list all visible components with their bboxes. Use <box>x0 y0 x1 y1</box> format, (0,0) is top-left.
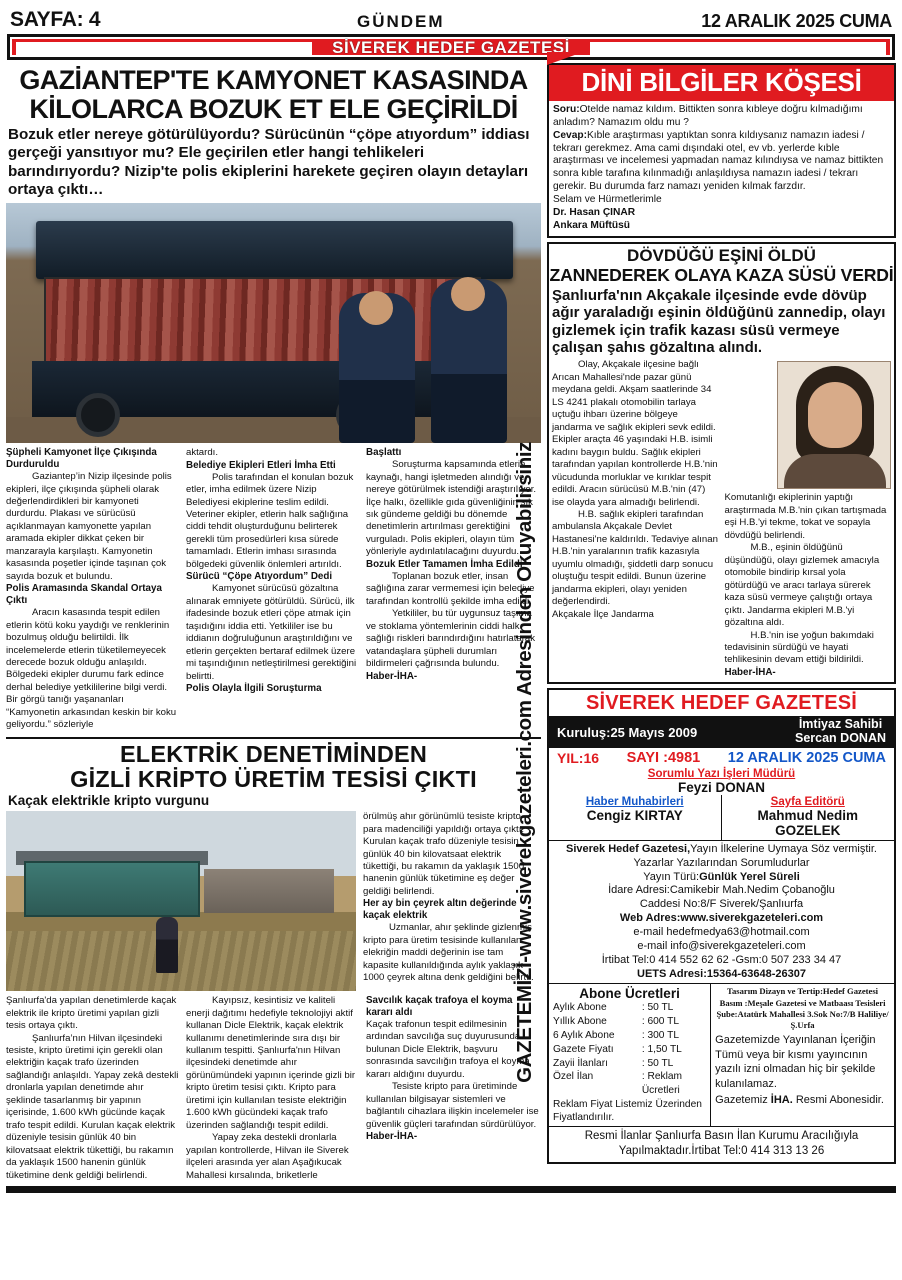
colophon-tasarim2: Basım :Meşale Gazetesi ve Matbaası Tesisleri <box>719 997 886 1008</box>
divider-rule <box>6 737 541 739</box>
lead-col3-p2: Toplanan bozuk etler, insan sağlığına zarar vermemesi için belediye tarafından kontrollü şekilde imha edildi. <box>366 570 535 607</box>
lead-col2-sub2: Sürücü “Çöpe Atıyordum” Dedi <box>186 571 333 583</box>
photo-inspector <box>156 917 178 973</box>
lead-photo-truck-meat <box>6 203 541 443</box>
article4-col3-p4: Tesiste kripto para üretiminde kullanılan bilgisayar sistemleri ve bağlantılı cihazlara ilişkin incelemeler ise güvenlik güçleri tarafından sürdürülüyor. <box>366 1081 539 1130</box>
lead-col1-sub1: Şüpheli Kamyonet İlçe Çıkışında Durduruldu <box>6 447 157 471</box>
article4-col-1 <box>6 995 179 1182</box>
lead-col2-p2: Kamyonet sürücüsü gözaltına alınarak emniyete götürüldü. Sürücü, ilk ifadesinde bozuk etleri çöpe atmak için taşıdığını iddia etti. Yetkililer ise bu iddianın doğruluğunun araştırıldığını ve etlerin gerçekten bertaraf edilmek üzere mi taşındığının netleştirilmesi gerektiğini belirtti. <box>186 583 357 682</box>
colophon-yayin-turu <box>553 871 890 885</box>
dini-answer-label: Cevap: <box>553 129 587 141</box>
colophon-adres1: İdare Adresi:Camikebir Mah.Nedim Çobanoğlu <box>608 884 835 897</box>
article4-col3-sub2: Savcılık kaçak trafoya el koyma kararı aldı <box>366 995 513 1019</box>
vertical-promo-text: GAZETEMİZİ-www.siverekgazeteleri.com Adresinden Okuyabilirsiniz <box>513 442 536 1083</box>
colophon-web[interactable]: Web Adres:www.siverekgazeteleri.com <box>619 912 824 925</box>
lead-headline-line2: KİLOLARCA BOZUK ET ELE GEÇİRİLDİ <box>29 93 518 124</box>
dini-question-label: Soru: <box>553 104 580 115</box>
abone-row-value: : 50 TL <box>641 1057 674 1069</box>
colophon-row-2 <box>549 748 894 768</box>
article3-col1-p1: Olay, Akçakale ilçesine bağlı Arıcan Mahallesi'nde pazar günü meydana geldi. Akşam saatlerinde 34 LS 4241 plakalı otomobilin tarlaya uçtuğu ihbarı üzerine bölgeye jandarma ve sağlık ekipleri sevk edildi. Ekipler araçta 46 yaşındaki H.B. isimli kadını baygın buldu. Sağlık ekipleri tarafından yapılan kontrollerde H.B.'nin vücudunda morluklar ve kırıklar tespit edildi. Aracın sürücüsü M.B.'nin (47) ise olayda yara almadığı belirlendi. <box>552 359 718 508</box>
lead-col3-credit: Haber-İHA- <box>366 670 418 682</box>
abone-row-label: 6 Aylık Abone <box>553 1030 615 1042</box>
colophon-notice2 <box>715 1091 890 1108</box>
lead-col3-sub1: Başlattı <box>366 447 402 459</box>
colophon-imtiyaz <box>795 718 886 746</box>
lead-col2-sub1: Belediye Ekipleri Etleri İmha Etti <box>186 459 336 471</box>
article4-headline-line2: GİZLİ KRİPTO ÜRETİM TESİSİ ÇIKTI <box>70 765 477 792</box>
lead-col3-p1: Soruşturma kapsamında etlerin kaynağı, hangi işletmeden alındığı ve nereye götürülmek istendiği araştırılıyor. İlçe halkı, özellikle gıda güvenliğinin sık sık gündeme geldiği bu dönemde denetimlerin artırılması gerektiğini vurguladı. Polis ekipleri, olayın tüm yönleriyle aydınlatılacağını duyurdu. <box>366 459 537 558</box>
colophon-muhabir-name: Cengiz KIRTAY <box>586 807 683 823</box>
lead-col2-sub3: Polis Olayla İlgili Soruşturma <box>186 683 322 694</box>
colophon-tasarim-block <box>711 984 894 1126</box>
article3-box <box>547 242 896 684</box>
article4-col3-p1: örülmüş ahır görünümlü tesiste kripto para madenciliği yapıldığı ortaya çıktı. Kurulan kaçak trafo düzeniyle tesisin günlük 40 bin kilovatsaat elektrik tükettiği, bu rakamın da yaklaşık 1500 hanenin günlük tüketimine eş değer geldiği belirlendi. <box>363 811 525 897</box>
abone-row-value: : 600 TL <box>641 1016 680 1028</box>
colophon-notice: Gazetemizde Yayınlanan İçeriğin Tümü veya bir kısmı yayıncının yazılı izni olmadan hiç bir şekilde kulanılamaz. <box>715 1034 876 1090</box>
article3-col-1 <box>552 359 719 679</box>
masthead-title: SİVEREK HEDEF GAZETESİ <box>332 38 570 57</box>
page-number-label: SAYFA: 4 <box>10 8 101 31</box>
colophon-editor-label: Sayfa Editörü <box>770 795 845 808</box>
article4-photo-crypto-farm <box>6 811 356 991</box>
photo-officer-2 <box>431 279 507 443</box>
portrait-shoulders <box>784 454 886 488</box>
colophon-email1[interactable]: e-mail hedefmedya63@hotmail.com <box>633 926 810 939</box>
dini-bilgiler-body <box>549 101 894 236</box>
colophon-footer-line2: Yapılmaktadır.İrtibat Tel:0 414 313 13 26 <box>618 1145 825 1158</box>
colophon-pledge2: Yazarlar Yazılarından Sorumludurlar <box>633 856 810 869</box>
colophon-muhabir-label: Haber Muhabirleri <box>585 795 684 808</box>
colophon-black-row <box>549 716 894 748</box>
colophon-uets: UETS Adresi:15364-63648-26307 <box>637 967 806 980</box>
photo-officer-1 <box>339 293 415 443</box>
dini-author: Dr. Hasan ÇINAR <box>553 206 636 218</box>
vertical-promo-strip <box>512 250 538 1275</box>
colophon-adres2: Caddesi No:8/F Siverek/Şanlıurfa <box>639 898 804 911</box>
photo-tarp <box>36 221 513 279</box>
portrait-face <box>808 382 862 448</box>
abone-row-label: Aylık Abone <box>553 1002 607 1014</box>
lead-col-1 <box>6 447 179 732</box>
section-label: GÜNDEM <box>356 12 445 31</box>
colophon-box <box>547 688 896 1164</box>
colophon-sorumlu-label: Sorumlu Yazı İşleri Müdürü <box>647 767 796 780</box>
colophon-tasarim3: Şube:Atatürk Mahallesi 3.Sok No:7/B Haliliye/Ş.Urfa <box>716 1008 889 1030</box>
colophon-email2[interactable]: e-mail info@siverekgazeteleri.com <box>637 939 806 952</box>
abone-row-label: Yıllık Abone <box>553 1016 607 1028</box>
colophon-yil: YIL:16 <box>557 749 600 766</box>
colophon-notice2-bold: İHA. <box>770 1094 793 1107</box>
article3-headline-line2: ZANNEDEREK OLAYA KAZA SÜSÜ VERDİ <box>549 264 894 285</box>
abone-row-value: : 1,50 TL <box>641 1043 682 1055</box>
colophon-staff-row <box>549 795 894 841</box>
colophon-notice2-pre: Gazetemiz <box>715 1094 771 1107</box>
masthead-strip <box>7 34 895 60</box>
dini-bilgiler-title: DİNİ BİLGİLER KÖŞESİ <box>549 65 894 101</box>
page-bottom-rule <box>6 1186 896 1193</box>
lead-col2-p1: Polis tarafından el konulan bozuk etler, imha edilmek üzere Nizip Belediyesi ekiplerine teslim edildi. Veteriner ekipler, etlerin halk sağlığına ciddi tehdit oluşturduğunu belirterek gerekli tüm prosedürleri kısa sürede tamamladı. Etlerin imhası sırasında bölgedeki güvenlik önlemleri artırıldı. <box>186 471 354 570</box>
colophon-split <box>549 983 894 1126</box>
colophon-editor-name: Mahmud Nedim GOZELEK <box>757 807 858 838</box>
colophon-imtiyaz-name: Sercan DONAN <box>795 731 886 746</box>
colophon-sayi: SAYI :4981 <box>626 749 701 766</box>
article4-col1-p2: Şanlıurfa’nın Hilvan ilçesindeki tesiste, kripto üretimi için gerekli olan elektriğin kaçak trafo üzerinden sağlandığı anlaşıldı. Yapay zekâ destekli dronlarla yapılan denetimde ahır şeklinde tasarlanmış bir yapının içerisinde, 1.600 kWh gücünde kaçak trafo tespit edildi. Kurulan kaçak elektrik düzeniyle tesisin günlük 40 bin kilovatsaat elektrik tükettiği, bu rakamın da yaklaşık 1500 hanenin günlük tüketimine denk geldiği belirlendi. <box>6 1032 179 1181</box>
left-column <box>6 63 541 1182</box>
dini-question-text: Otelde namaz kıldım. Bittikten sonra kıbleye doğru kılmadığımı anladım? Namazım oldu mu ? <box>553 104 863 128</box>
article3-credit: Haber-İHA- <box>724 666 776 678</box>
article3-col2-p2: M.B., eşinin öldüğünü düşündüğü, olayı gizlemek amacıyla otomobile bindirip kırsal yola götürdüğü ve aracı tarlaya sürerek kaza süsü vermeye çalıştığı ortaya çıktı. Jandarma ekipleri M.B.'yi gözaltına aldı. <box>724 542 880 629</box>
abone-row <box>553 1029 706 1043</box>
lead-article-columns <box>6 447 541 732</box>
article4-col2-p1: Kayıpsız, kesintisiz ve kaliteli enerji dağıtımı hedefiyle teknolojiyi aktif kullanan Dicle Elektrik, kaçak elektrik kullanımı denetimlerinde sıra dışı bir kullanım tespitti. Şanlıurfa'nın Hilvan ilçesindeki denetimde ahır görünümündeki yapının içerinde gizli bir kripto üretim tesisi çıktı. Kripto para üretimi için kullanılan tesiste elektriğin 1.600 kWh gücündeki kaçak trafo üzerinden sağlandığı tespit edildi. <box>186 995 356 1131</box>
article4-col1-p1: Şanlıurfa'da yapılan denetimlerde kaçak elektrik ile kripto üretimi yapılan gizli tesis ortaya çıktı. <box>6 995 177 1032</box>
photo-shed-2 <box>204 869 334 913</box>
dini-author-title: Ankara Müftüsü <box>553 219 630 231</box>
lead-col1-p1: Gaziantep’in Nizip ilçesinde polis ekipleri, ilçe çıkışında şüpheli olarak değerlendirdikleri bir kamyoneti durdurdu. Plakası ve sürücüsü açıklanmayan kamyonette yapılan aramada ekipler dikkat çeken bir manzarayla karşılaştı. Kamyonetin kasasında poşetler içinde taşınan çok sayıda bozuk et bulundu. <box>6 471 172 582</box>
article4-col-3-top <box>363 811 536 991</box>
photo-officer-2-head <box>451 277 485 311</box>
lead-col1-p2: Aracın kasasında tespit edilen etlerin kötü koku yaydığı ve renklerinin bozulmuş olduğu belirtildi. İlk incelemelerde etlerin tüketilemeyecek derecede bozuk olduğu anlaşıldı. Bölgedeki ekipler durumu fark edince derhal belediye yetkililerine bilgi verdi. Bir görgü tanığı yaşananları “Kamyonetin arkasından keskin bir koku geliyordu.” sözleriyle <box>6 607 177 731</box>
colophon-abone-note: Reklam Fiyat Listemiz Üzerinden Fiyatlandırılır. <box>553 1098 702 1124</box>
dini-answer-text: Kıble araştırması yaptıktan sonra kıldıysanız namazın iadesi / tekrarı gerekmez. Ama cami dışındaki otel, ev vb. yerlerde kıble araştırması ve incelemesi yapmadan namaz kılındıysa ve namaz bittikten sonra kıble tarafına kılınmadığı anlaşıldıysa namazın iadesi / tekrarı gerekir. Bu durumda farz namazı yeniden kılmak farzdır. <box>553 129 884 193</box>
colophon-date: 12 ARALIK 2025 CUMA <box>727 749 886 766</box>
colophon-sorumlu-name: Feyzi DONAN <box>677 779 765 795</box>
lead-col2-cont: aktardı. <box>186 447 218 459</box>
colophon-kurulus: Kuruluş:25 Mayıs 2009 <box>557 724 698 740</box>
article4-kicker: Kaçak elektrikle kripto vurgunu <box>8 793 210 809</box>
abone-row <box>553 1057 706 1071</box>
article4-headline-line1: ELEKTRİK DENETİMİNDEN <box>119 740 428 767</box>
abone-row <box>553 1015 706 1029</box>
abone-row-value: : Reklam Ücretleri <box>641 1071 683 1097</box>
page-main-grid <box>6 63 896 1182</box>
article4-col3-p2: Uzmanlar, ahır şeklinde gizlenmiş kripto para üretim tesisinde kullanılan elekriğin maddi değerinin ise tam kapasite kullanıldığında aylık yaklaşık 1000 çeyrek altına denk geldiğini belirtti. <box>363 922 534 984</box>
abone-row-value: : 300 TL <box>641 1030 680 1042</box>
colophon-editor-block <box>722 795 895 840</box>
colophon-yayin-turu-label: Yayın Türü: <box>643 870 700 883</box>
dini-bilgiler-box <box>547 63 896 238</box>
article3-col1-p3: Akçakale İlçe Jandarma <box>552 608 654 620</box>
article4-credit: Haber-İHA- <box>366 1131 418 1143</box>
photo-truck-bed-meat <box>44 277 481 363</box>
article4-col-2 <box>186 995 359 1182</box>
article4-col3-p3: Kaçak trafonun tespit edilmesinin ardından savcılığa suç duyurusunda bulunan Dicle Elektrik, başvuru sonrasında savcılığın trafoya el koyma kararı aldığını duyurdu. <box>366 1018 530 1080</box>
colophon-notice2-post: Resmi Abonesidir. <box>792 1094 884 1107</box>
abone-row <box>553 1001 706 1015</box>
article3-col1-p2: H.B. sağlık ekipleri tarafından ambulansla Akçakale Devlet Hastanesi'ne kaldırıldı. Tedaviye alınan H.B.'nin yaralarının trafik kazasıyla uyumlu olmadığı, şiddetli darp sonucu oluştuğu tespit edildi. Bunun üzerine jandarma ekipleri, olayı yeniden değerlendirdi. <box>552 508 718 608</box>
article3-col2-p3: H.B.'nin ise yoğun bakımdaki tedavisinin sürdüğü ve hayati tehlikesinin devam ettiği bildirildi. <box>724 629 874 666</box>
lead-headline <box>6 63 541 124</box>
article4-col2-p2: Yapay zeka destekli dronlarla yapılan kontrollerde, Hilvan ile Siverek ilçeleri arasında yer alan Aşağıkucak Mahallesi kırsalında, briketlerle <box>186 1132 349 1181</box>
lead-subhead: Bozuk etler nereye götürülüyordu? Sürücünün “çöpe atıyordum” iddiası gerçeği yansıtıyor mu? Ele geçirilen etler hangi tehlikeleri barındırıyordu? Nizip'te polis ekiplerini harekete geçiren olayın detayları ortaya çıktı… <box>8 126 530 198</box>
lead-col1-sub2: Polis Aramasında Skandal Ortaya Çıktı <box>6 583 162 607</box>
colophon-tasarim1: Tasarım Dizayn ve Tertip:Hedef Gazetesi <box>727 986 879 997</box>
colophon-pledge-bold: Siverek Hedef Gazetesi, <box>566 842 691 855</box>
article3-col2-p1: Komutanlığı ekiplerinin yaptığı araştırmada M.B.'nin çıkan tartışmada eşi H.B.'yi tekme, tokat ve sopayla dövdüğü belirlendi. <box>724 492 887 541</box>
abone-row-value: : 50 TL <box>641 1002 674 1014</box>
lead-col3-p3: Yetkililer, bu tür uygunsuz taşıma ve stoklama yöntemlerinin ciddi halk sağlığı riskleri barındırdığını hatırlatarak vatandaşlara şüpheli durumları bildirmeleri çağrısında bulundu. <box>366 608 536 670</box>
lead-col3-sub2: Bozuk Etler Tamamen İmha Edildi <box>366 558 523 570</box>
colophon-imtiyaz-label: İmtiyaz Sahibi <box>798 717 883 732</box>
colophon-abone-block <box>549 984 711 1126</box>
right-column <box>547 63 896 1182</box>
colophon-pledge-line <box>553 843 890 857</box>
colophon-footer <box>549 1126 894 1162</box>
article3-col-2 <box>725 359 892 679</box>
photo-shed <box>24 861 200 917</box>
article3-headline-line1: DÖVDÜĞÜ EŞİNİ ÖLDÜ <box>627 246 816 266</box>
article3-lede: Şanlıurfa'nın Akçakale ilçesinde evde dövüp ağır yaraladığı eşinin öldüğünü zannedip, olayı gizlemek için trafik kazası süsü vermeye çalışan şahıs gözaltına alındı. <box>552 286 886 356</box>
article3-victim-portrait <box>777 361 891 489</box>
photo-field <box>6 931 356 991</box>
colophon-muhabir-block <box>549 795 722 840</box>
article4-columns <box>6 995 541 1182</box>
abone-row-label: Özel İlan <box>553 1071 594 1083</box>
colophon-abone-title: Abone Ücretleri <box>579 986 680 1002</box>
colophon-tel: İrtibat Tel:0 414 552 62 62 -Gsm:0 507 233 34 47 <box>601 953 842 966</box>
colophon-info <box>549 841 894 984</box>
colophon-abone-list <box>553 1001 706 1097</box>
abone-row-label: Zayii İlanları <box>553 1057 608 1069</box>
page-topbar <box>6 0 896 34</box>
article4-col3-sub1: Her ay bin çeyrek altın değerinde kaçak elektrik <box>363 898 517 922</box>
colophon-footer-line1: Resmi İlanlar Şanlıurfa Basın İlan Kurumu Aracılığıyla <box>584 1130 859 1143</box>
colophon-sorumlu-block <box>549 768 894 795</box>
abone-row <box>553 1070 706 1098</box>
colophon-title: SİVEREK HEDEF GAZETESİ <box>585 692 858 715</box>
topbar-date: 12 ARALIK 2025 CUMA <box>701 11 892 31</box>
article4-top <box>6 811 541 991</box>
lead-headline-line1: GAZİANTEP'TE KAMYONET KASASINDA <box>19 65 528 95</box>
abone-row <box>553 1043 706 1057</box>
lead-col-2 <box>186 447 359 732</box>
abone-row-label: Gazete Fiyatı <box>553 1043 614 1055</box>
colophon-pledge-rest: Yayın İlkelerine Uymaya Söz vermiştir. <box>690 842 877 855</box>
photo-wheel-front <box>76 393 120 437</box>
colophon-yayin-turu-value: Günlük Yerel Süreli <box>699 870 800 883</box>
photo-officer-1-head <box>359 291 393 325</box>
article3-columns <box>549 359 894 682</box>
article4-headline <box>6 742 541 792</box>
dini-closing: Selam ve Hürmetlerimle <box>553 193 662 205</box>
